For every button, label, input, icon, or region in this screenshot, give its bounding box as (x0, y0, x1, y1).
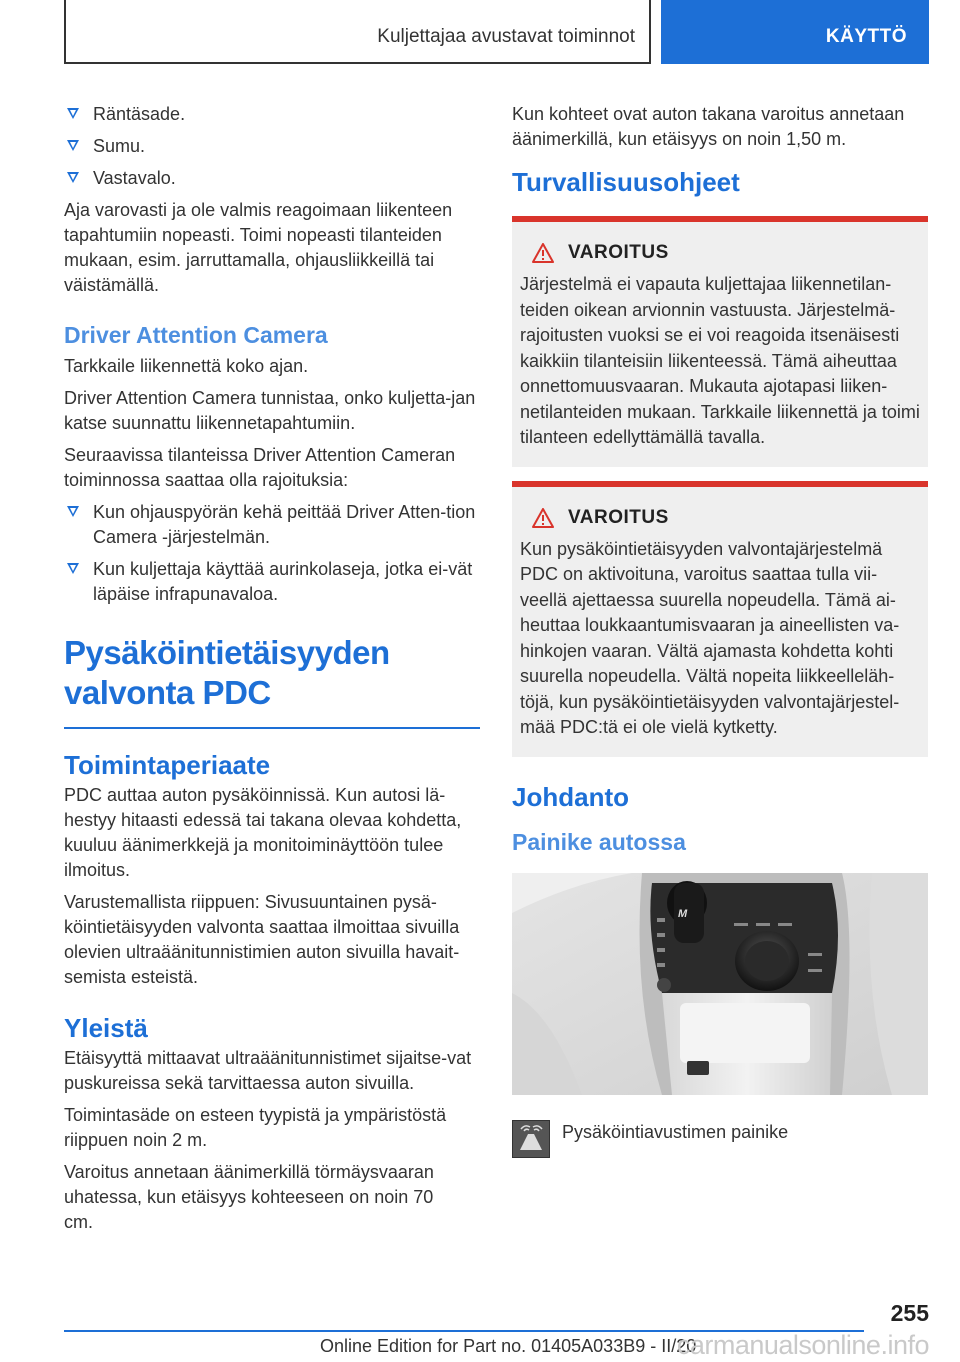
section-label: KÄYTTÖ (825, 26, 907, 47)
paragraph: Seuraavissa tilanteissa Driver Attention Cameran toiminnossa saattaa olla rajoituksia: (64, 445, 456, 490)
warning-text: Kun pysäköintietäisyyden valvontajärjestelmä PDC on aktivoituna, varoitus saattaa tulla vii-veellä ajettaessa suurella nopeudella. Tämä ai-heuttaa loukkaantumisvaaran ja aineellisten va-hinkojen vaaran. Vältä ajamasta kohdetta kohti suurella nopeudella. Vältä nopeita liikkeelleläh-töjä, kun pysäköintietäisyyden valvontajärjestel-mää PDC:tä ei ole vielä kytketty. (520, 538, 900, 737)
parking-assist-button-icon (512, 1120, 550, 1158)
warning-title: VAROITUS (568, 506, 669, 528)
warning-text: Järjestelmä ei vapauta kuljettajaa liikennetilan-teiden oikean arvionnin vastuusta. Järjestelmä-rajoitusten vuoksi se ei voi reagoida itsenäisesti kaikkiin tilanteisiin liikenteessä. Tämä aiheuttaa onnettomuusvaaran. Mukauta ajotapasi liiken-netilanteiden mukaan. Tarkkaile liikennettä ja toimi tilanteen edellyttämällä tavalla. (520, 274, 920, 447)
paragraph: Tarkkaile liikennettä koko ajan. (64, 356, 309, 376)
bullet-triangle-icon (67, 108, 79, 119)
list-item: Kun ohjauspyörän kehä peittää Driver Atten-tion Camera -järjestelmän. (64, 500, 480, 550)
center-console-photo (512, 873, 928, 1095)
chapter-title: Kuljettajaa avustavat toiminnot (377, 26, 635, 47)
watermark-text: carmanualsonline.info (676, 1330, 929, 1360)
paragraph: Varoitus annetaan äänimerkillä törmäysvaaran uhatessa, kun etäisyys kohteeseen on noin 70 cm. (64, 1162, 434, 1232)
limitations-list (64, 500, 480, 607)
heading-driver-attention-camera: Driver Attention Camera (64, 322, 328, 348)
page-number: 255 (890, 1300, 929, 1326)
warning-triangle-icon (532, 508, 554, 528)
heading-pdc: Pysäköintietäisyyden valvonta PDC (64, 633, 480, 729)
paragraph: Varustemallista riippuen: Sivusuuntainen pysä-köintietäisyyden valvonta saattaa ilmoittaa sivuilla olevien ultraäänitunnistimien auton sivuilla havait-semista esteistä. (64, 892, 460, 987)
right-column (512, 102, 928, 1158)
chapter-title-box (64, 0, 651, 64)
list-item: Räntäsade. (64, 102, 480, 127)
edition-text: Online Edition for Part no. 01405A033B9 - II/20 (320, 1336, 697, 1356)
list-item: Kun kuljettaja käyttää aurinkolaseja, jotka ei-vät läpäise infrapunavaloa. (64, 557, 480, 607)
heading-safety: Turvallisuusohjeet (512, 167, 740, 197)
warning-header (520, 507, 920, 529)
bullet-triangle-icon (67, 140, 79, 151)
page-header (64, 0, 929, 64)
warning-header (520, 242, 920, 264)
list-item: Vastavalo. (64, 166, 480, 191)
section-tab (661, 0, 929, 64)
warning-box (512, 216, 928, 467)
paragraph: Etäisyyttä mittaavat ultraäänitunnistimet sijaitse-vat puskureissa sekä tarvittaessa auton sivuilla. (64, 1048, 472, 1093)
bullet-triangle-icon (67, 172, 79, 183)
heading-function-principle: Toimintaperiaate (64, 750, 271, 780)
paragraph-rear-warning: Kun kohteet ovat auton takana varoitus annetaan äänimerkillä, kun etäisyys on noin 1,50 m. (512, 104, 905, 149)
page-footer (64, 1300, 929, 1362)
heading-general: Yleistä (64, 1013, 148, 1043)
bullet-triangle-icon (67, 563, 79, 574)
paragraph: Toimintasäde on esteen tyypistä ja ympäristöstä riippuen noin 2 m. (64, 1105, 447, 1150)
warning-triangle-icon (532, 243, 554, 263)
paragraph-drive-carefully: Aja varovasti ja ole valmis reagoimaan liikenteen tapahtumiin nopeasti. Toimi nopeasti tilanteiden mukaan, esim. jarruttamalla, ohjausliikkeillä tai väistämällä. (64, 200, 453, 295)
svg-text:M: M (678, 907, 688, 920)
warning-box (512, 481, 928, 757)
paragraph: Driver Attention Camera tunnistaa, onko kuljetta-jan katse suunnattu liikennetapahtumiin. (64, 388, 476, 433)
paragraph: PDC auttaa auton pysäköinnissä. Kun autosi lä-hestyy hitaasti edessä tai takana olevaa kohdetta, kuuluu äänimerkkejä ja monitoiminäyttöön tulee ilmoitus. (64, 785, 462, 880)
left-column (64, 102, 480, 1242)
legend-label: Pysäköintiavustimen painike (562, 1121, 789, 1142)
bullet-triangle-icon (67, 506, 79, 517)
legend-row (512, 1120, 928, 1158)
heading-button-in-car: Painike autossa (512, 828, 686, 855)
conditions-list (64, 102, 480, 191)
list-item: Sumu. (64, 134, 480, 159)
heading-introduction: Johdanto (512, 781, 629, 812)
warning-title: VAROITUS (568, 242, 669, 263)
